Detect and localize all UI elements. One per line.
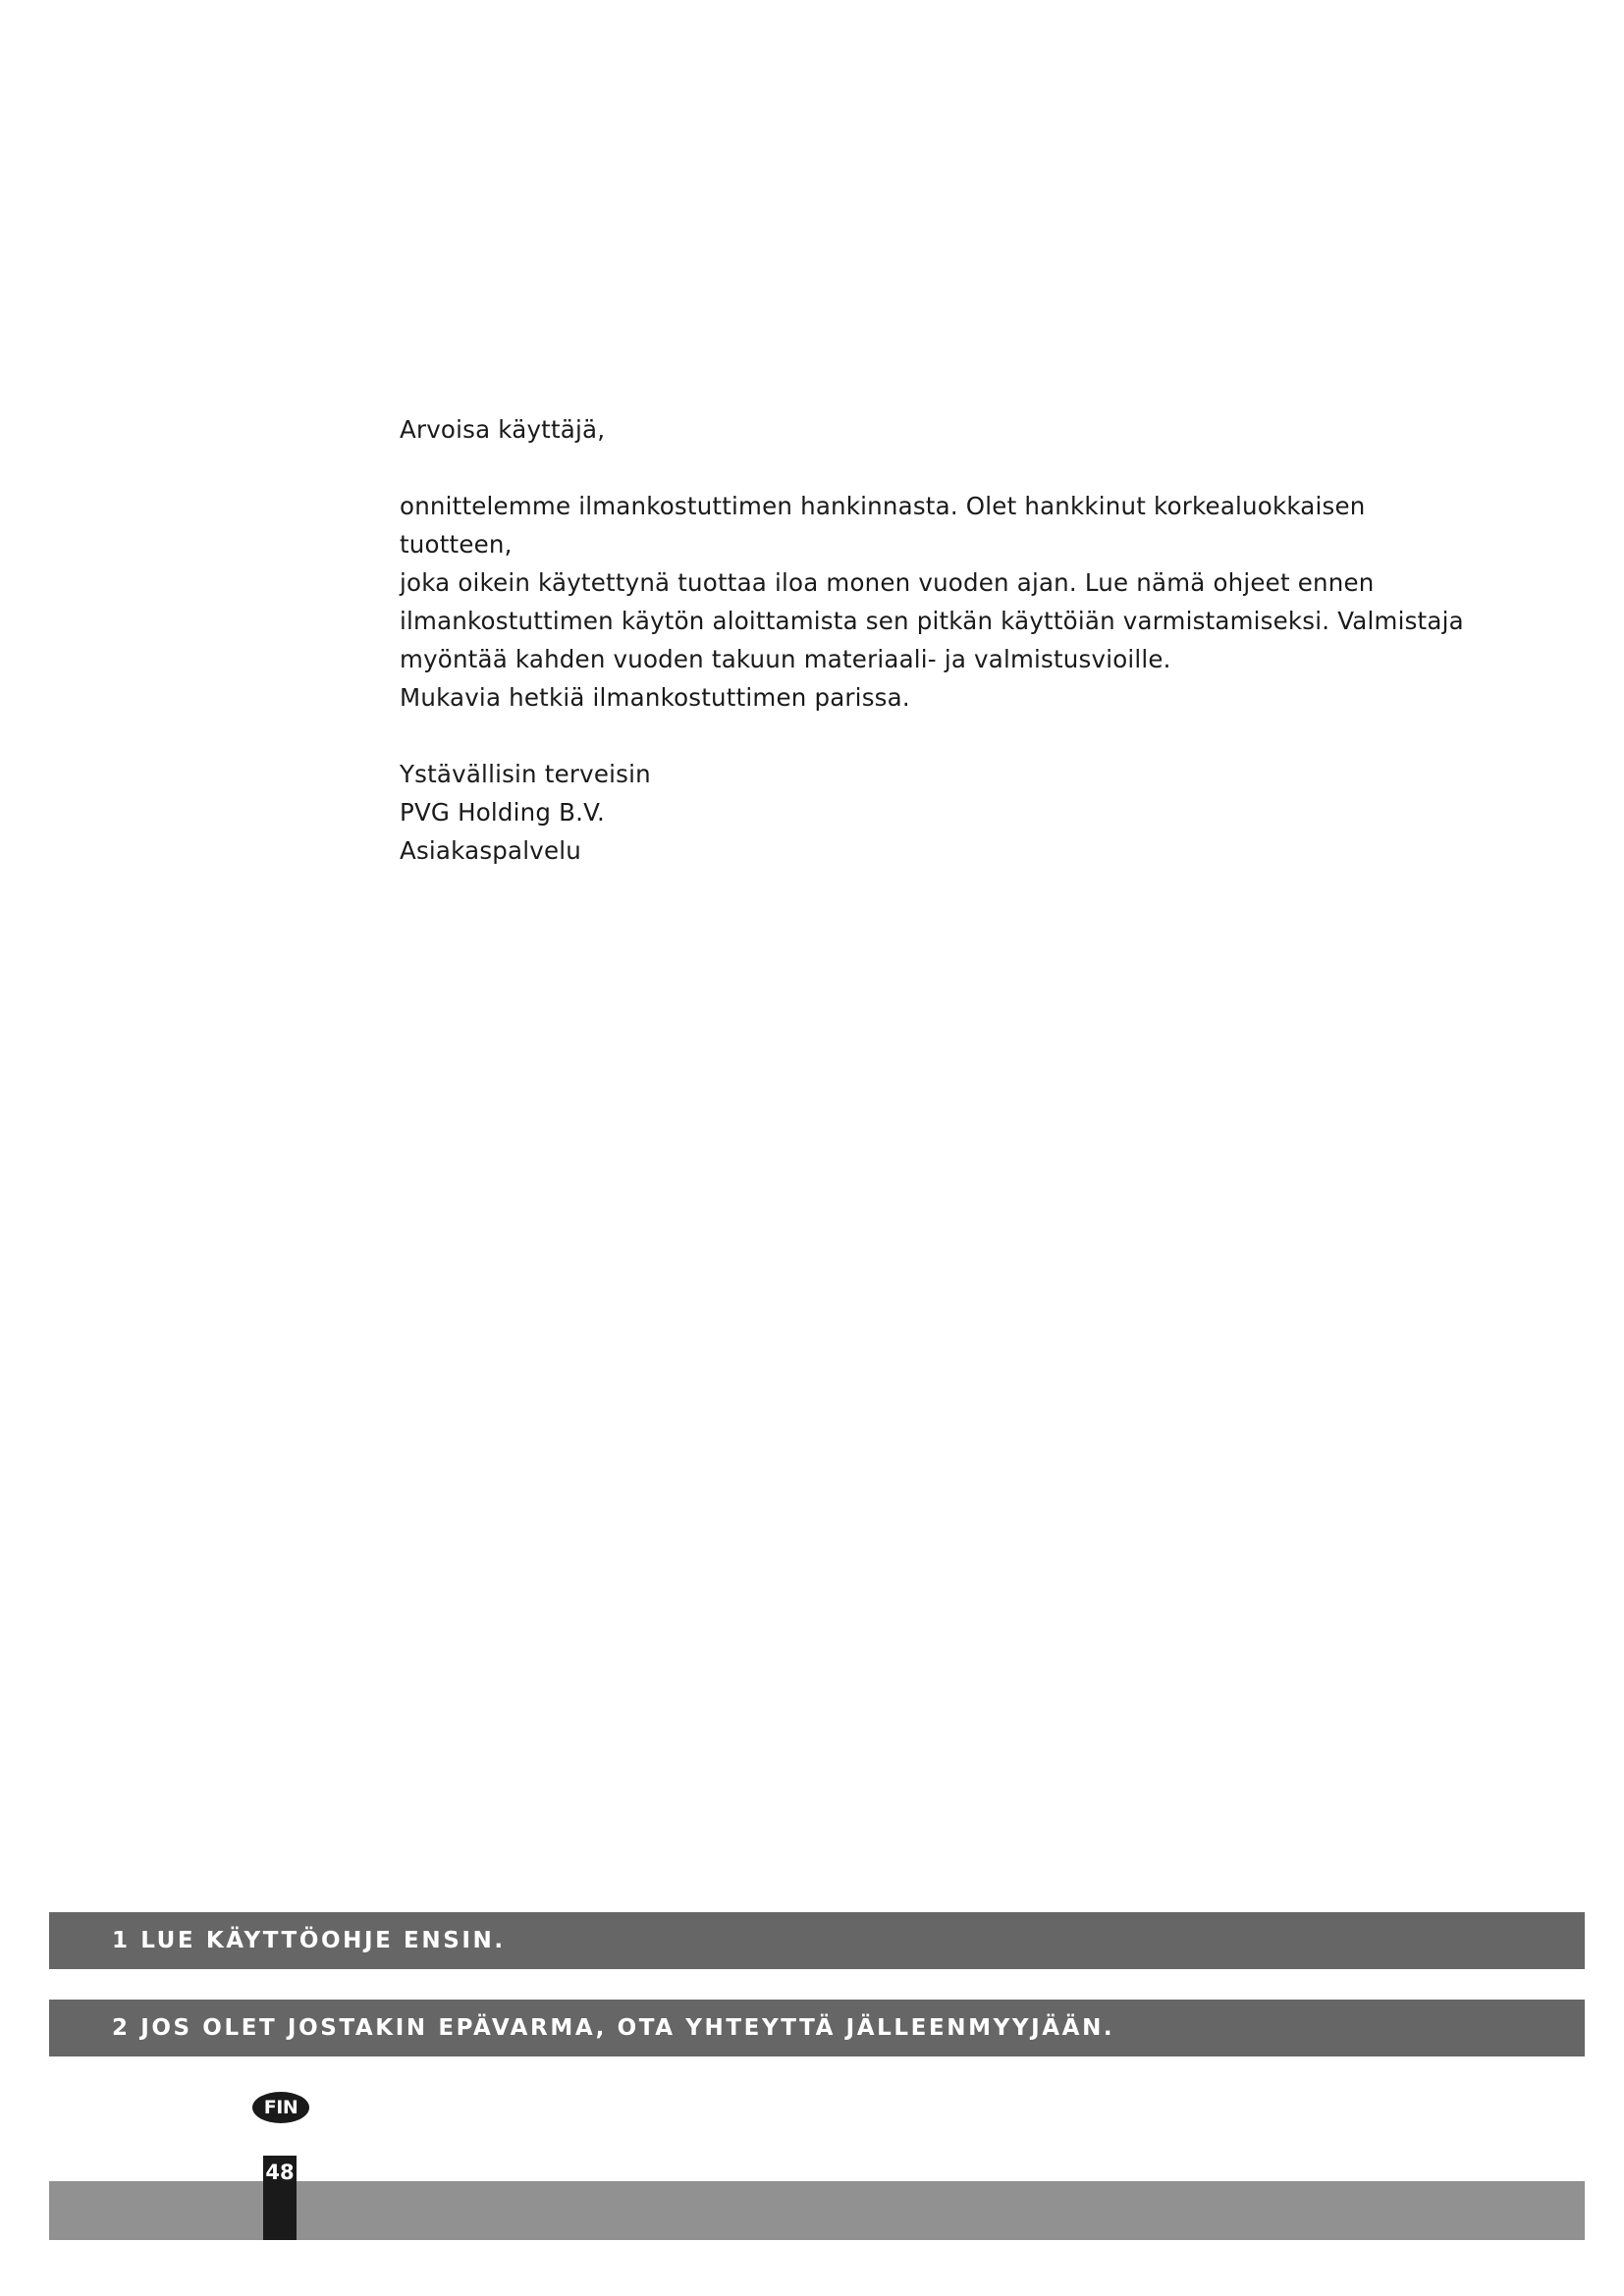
paragraph-gap: [400, 449, 1470, 487]
paragraph-gap: [400, 717, 1470, 755]
language-badge: FIN: [252, 2092, 309, 2123]
department: Asiakaspalvelu: [400, 836, 581, 865]
letter-body: [400, 487, 1470, 717]
instruction-banner-read-manual: 1 LUE KÄYTTÖOHJE ENSIN.: [49, 1912, 1585, 1969]
letter-body-line: myöntää kahden vuoden takuun materiaali- ja valmistusvioille.: [400, 645, 1171, 673]
page-number: 48: [265, 2161, 295, 2184]
closing: Ystävällisin terveisin: [400, 760, 651, 788]
letter-body-line: onnittelemme ilmankostuttimen hankinnasta. Olet hankkinut korkealuokkaisen tuotteen,: [400, 492, 1366, 559]
instruction-banner-contact-dealer: 2 JOS OLET JOSTAKIN EPÄVARMA, OTA YHTEYTTÄ JÄLLEENMYYJÄÄN.: [49, 2000, 1585, 2056]
letter-body-line: Mukavia hetkiä ilmankostuttimen parissa.: [400, 683, 910, 712]
letter: [400, 410, 1470, 870]
salutation: Arvoisa käyttäjä,: [400, 415, 606, 444]
company-name: PVG Holding B.V.: [400, 798, 605, 827]
letter-body-line: joka oikein käytettynä tuottaa iloa monen vuoden ajan. Lue nämä ohjeet ennen: [400, 568, 1375, 597]
letter-body-line: ilmankostuttimen käytön aloittamista sen pitkän käyttöiän varmistamiseksi. Valmistaja: [400, 607, 1464, 635]
